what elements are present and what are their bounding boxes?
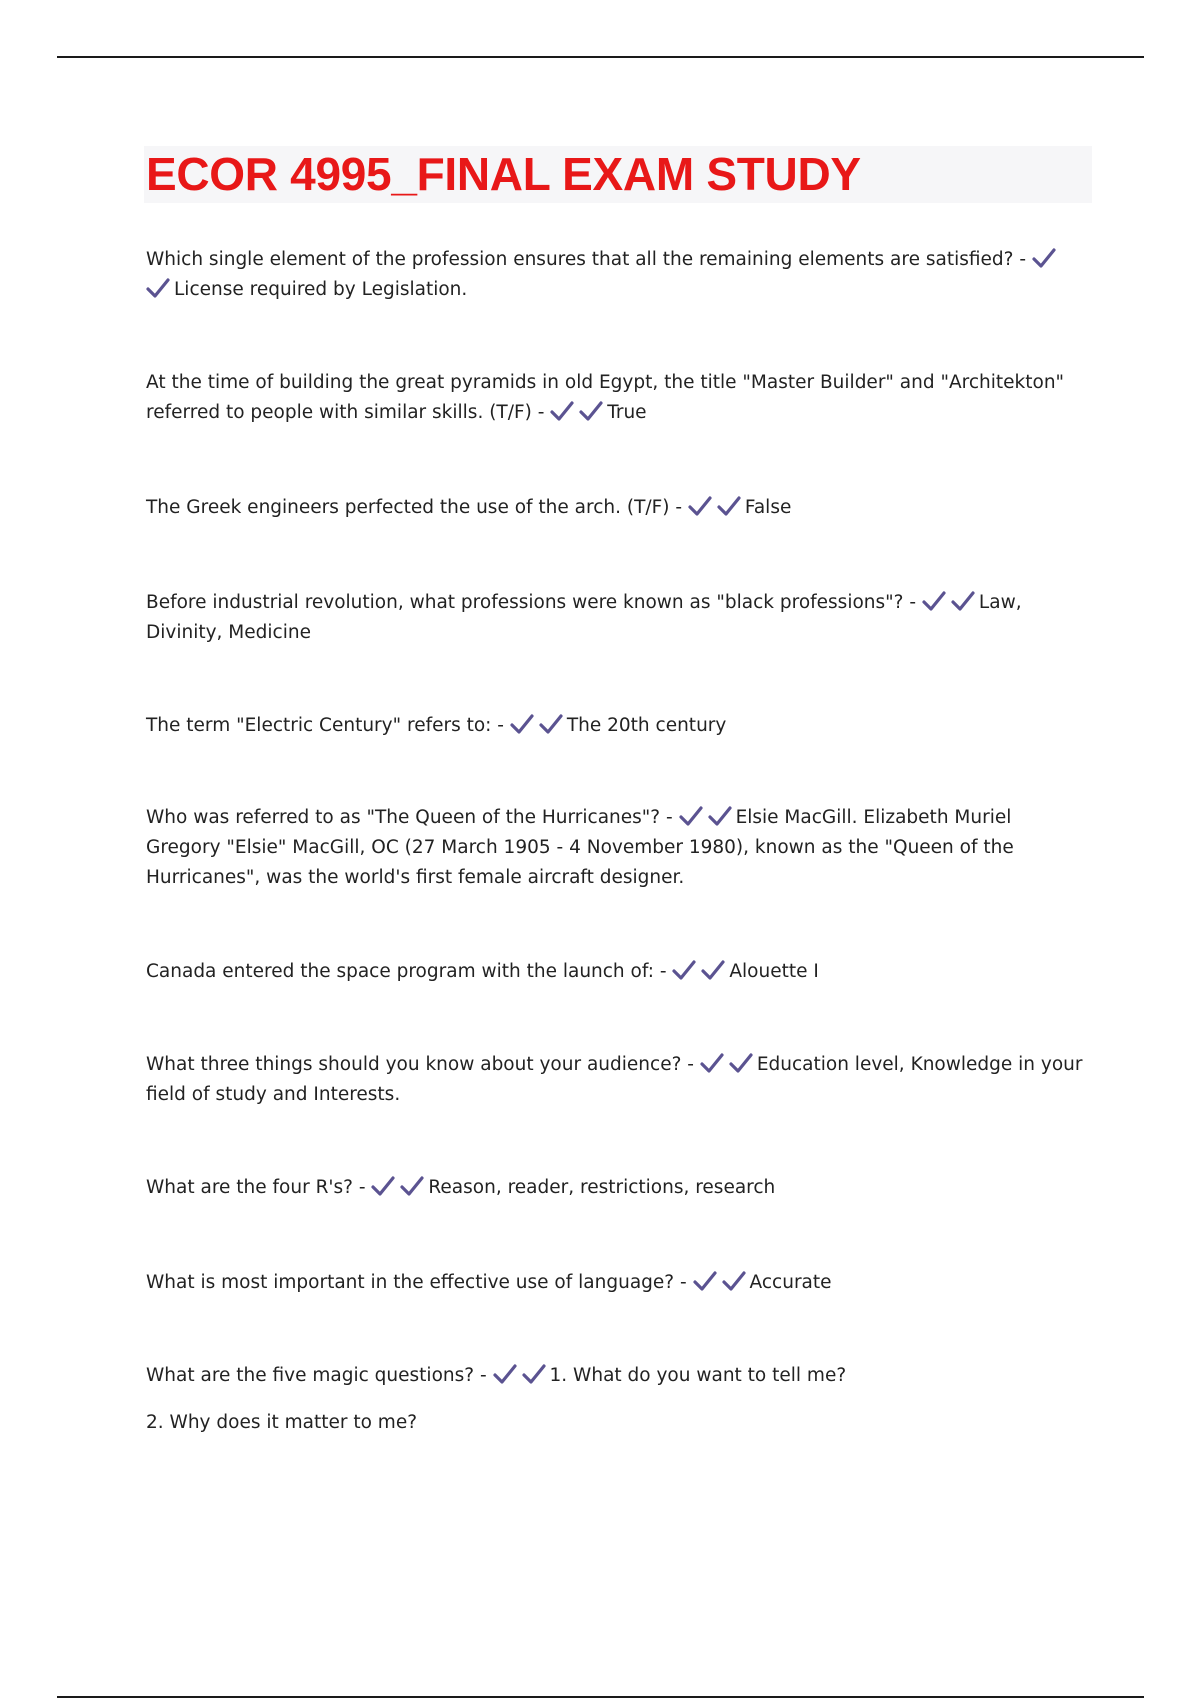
check-icon xyxy=(717,495,741,517)
answer-text: 1. What do you want to tell me? xyxy=(549,1365,847,1386)
check-icon xyxy=(672,959,696,981)
question-text: At the time of building the great pyramids in old Egypt, the title "Master Builder" and "Architekton" referred to people with similar skills. (T/F) xyxy=(146,372,1065,423)
question-text: What three things should you know about your audience? xyxy=(146,1054,682,1075)
answer-text: The 20th century xyxy=(566,715,727,736)
separator: - xyxy=(352,1177,372,1198)
qa-item-3 xyxy=(146,493,1086,523)
check-icon xyxy=(700,1052,724,1074)
separator: - xyxy=(681,1054,700,1075)
document-title: ECOR 4995_FINAL EXAM STUDY xyxy=(146,148,861,200)
check-icon xyxy=(951,590,975,612)
check-icon xyxy=(693,1270,717,1292)
check-icon xyxy=(522,1363,546,1385)
qa-item-1 xyxy=(146,245,1086,305)
separator: - xyxy=(531,402,551,423)
question-text: Who was referred to as "The Queen of the Hurricanes"? xyxy=(146,807,661,828)
qa-item-6 xyxy=(146,803,1091,893)
bottom-rule xyxy=(57,1696,1144,1698)
check-icon xyxy=(371,1175,395,1197)
answer-text: Education level, Knowledge in your field of study and Interests. xyxy=(146,1054,1083,1105)
check-icon xyxy=(708,805,732,827)
question-text: Before industrial revolution, what professions were known as "black professions"? xyxy=(146,592,904,613)
check-icon xyxy=(922,590,946,612)
question-text: Canada entered the space program with the launch of: xyxy=(146,961,654,982)
qa-item-11 xyxy=(146,1361,1086,1391)
answer-text: License required by Legislation. xyxy=(174,279,468,300)
qa-item-10 xyxy=(146,1268,1086,1298)
check-icon xyxy=(688,495,712,517)
qa-item-2 xyxy=(146,368,1086,428)
question-text: Which single element of the profession ensures that all the remaining elements are satisfied? xyxy=(146,249,1014,270)
check-icon xyxy=(579,400,603,422)
separator: - xyxy=(674,1272,693,1293)
separator: - xyxy=(474,1365,493,1386)
question-text: What are the four R's? xyxy=(146,1177,353,1198)
answer-text: Alouette I xyxy=(729,961,819,982)
check-icon xyxy=(510,713,534,735)
qa-item-9 xyxy=(146,1173,1086,1203)
answer-text: False xyxy=(744,497,792,518)
answer-text: True xyxy=(607,402,647,423)
check-icon xyxy=(539,713,563,735)
separator: - xyxy=(491,715,510,736)
qa-item-8 xyxy=(146,1050,1086,1110)
answer-text: Accurate xyxy=(749,1272,832,1293)
separator: - xyxy=(653,961,673,982)
check-icon xyxy=(146,277,170,299)
question-text: The Greek engineers perfected the use of the arch. (T/F) xyxy=(146,497,670,518)
answer-text: Law, Divinity, Medicine xyxy=(146,592,1022,643)
qa-item-4 xyxy=(146,588,1091,648)
question-text: What are the five magic questions? xyxy=(146,1365,475,1386)
check-icon xyxy=(493,1363,517,1385)
check-icon xyxy=(722,1270,746,1292)
check-icon xyxy=(1032,247,1056,269)
question-text: The term "Electric Century" refers to: xyxy=(146,715,492,736)
separator: - xyxy=(660,807,679,828)
answer-continuation: 2. Why does it matter to me? xyxy=(146,1412,418,1433)
check-icon xyxy=(729,1052,753,1074)
answer-text: Reason, reader, restrictions, research xyxy=(428,1177,776,1198)
qa-item-7 xyxy=(146,957,1086,987)
separator: - xyxy=(669,497,688,518)
check-icon xyxy=(400,1175,424,1197)
check-icon xyxy=(550,400,574,422)
top-rule xyxy=(57,56,1144,58)
check-icon xyxy=(701,959,725,981)
separator: - xyxy=(1013,249,1032,270)
answer-text: Elsie MacGill. Elizabeth Muriel Gregory "Elsie" MacGill, OC (27 March 1905 - 4 November 1980), known as the "Queen of the Hurricanes", was the world's first female aircraft designer. xyxy=(146,807,1014,888)
qa-item-5 xyxy=(146,711,1086,741)
separator: - xyxy=(903,592,922,613)
check-icon xyxy=(679,805,703,827)
question-text: What is most important in the effective use of language? xyxy=(146,1272,675,1293)
